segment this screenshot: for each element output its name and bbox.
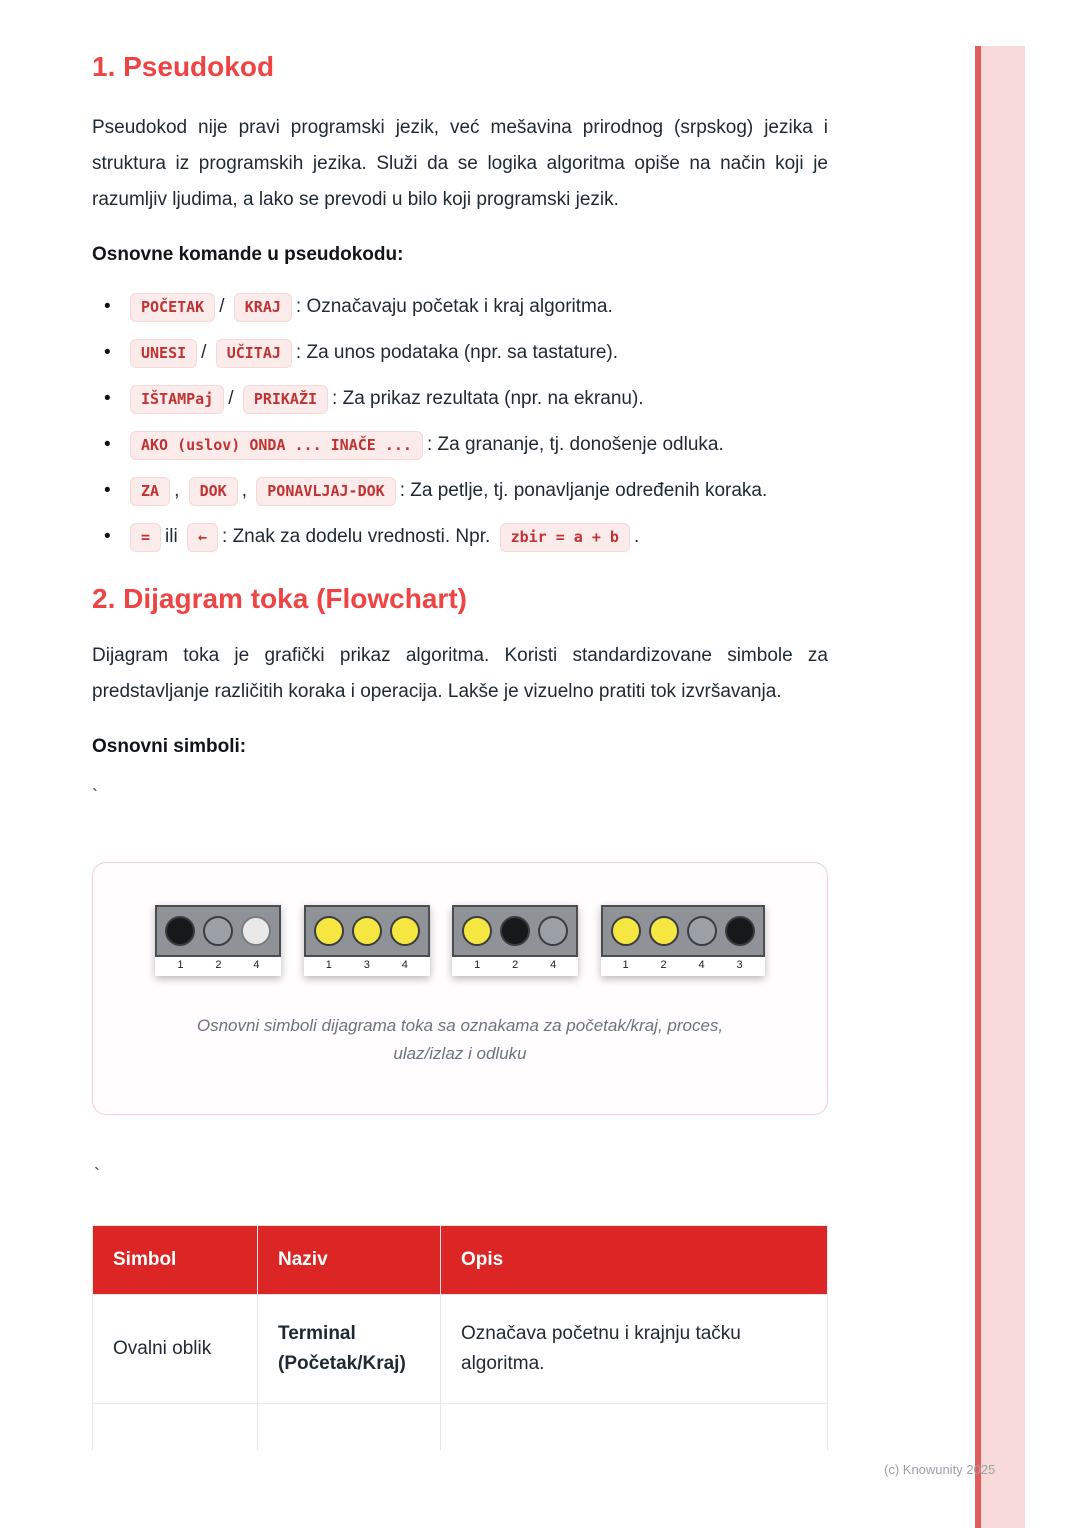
figure-caption-line2: ulaz/izlaz i odluku [393, 1044, 527, 1063]
panel-box [601, 905, 765, 957]
black-circle-icon [725, 916, 755, 946]
bullet-icon: • [104, 480, 111, 501]
code-chip: POČETAK [130, 293, 215, 322]
command-list [92, 292, 828, 554]
figure-panel [304, 905, 430, 976]
panel-label: 4 [401, 959, 408, 971]
command-text: : Za unos podataka (npr. sa tastature). [295, 342, 619, 363]
footer-credit: (c) Knowunity 2025 [884, 1462, 996, 1477]
bullet-icon: • [104, 434, 111, 455]
section2-paragraph: Dijagram toka je grafički prikaz algoritma. Koristi standardizovane simbole za predstavljanje različitih koraka i operacija. Lakše je vizuelno pratiti tok izvršavanja. [92, 645, 828, 702]
bullet-icon: • [104, 342, 111, 363]
command-item [92, 384, 828, 416]
command-text: , [174, 480, 185, 501]
command-item [92, 522, 828, 554]
black-circle-icon [165, 916, 195, 946]
table-header-simbol: Simbol [93, 1226, 258, 1295]
command-text: : Znak za dodelu vrednosti. Npr. [222, 526, 496, 547]
gray-circle-icon [538, 916, 568, 946]
gray-circle-icon [203, 916, 233, 946]
cell-simbol: Ovalni oblik [93, 1295, 258, 1404]
command-text: : Označavaju početak i kraj algoritma. [295, 296, 613, 317]
figure-panels-row [133, 905, 787, 976]
figure-card [92, 862, 828, 1115]
table-row-partial [93, 1404, 828, 1450]
yellow-circle-icon [462, 916, 492, 946]
yellow-circle-icon [352, 916, 382, 946]
code-chip: PRIKAŽI [243, 385, 328, 414]
command-text: : Za grananje, tj. donošenje odluka. [426, 434, 724, 455]
panel-labels [304, 957, 430, 974]
panel-label: 3 [736, 959, 743, 971]
yellow-circle-icon [649, 916, 679, 946]
panel-labels [452, 957, 578, 974]
panel-label: 2 [660, 959, 667, 971]
panel-box [304, 905, 430, 957]
symbols-table [92, 1225, 828, 1450]
table-header-row [93, 1226, 828, 1295]
table-header-opis: Opis [441, 1226, 828, 1295]
figure-panel [155, 905, 281, 976]
panel-box [155, 905, 281, 957]
command-text: / [228, 388, 239, 409]
code-chip: AKO (uslov) ONDA ... INAČE ... [130, 431, 423, 460]
section2-subheading: Osnovni simboli: [92, 736, 247, 757]
panel-box [452, 905, 578, 957]
panel-labels [155, 957, 281, 974]
command-text: : Za petlje, tj. ponavljanje određenih koraka. [399, 480, 768, 501]
stray-backtick-1: ` [92, 786, 98, 806]
table-row [93, 1295, 828, 1404]
panel-label: 2 [512, 959, 519, 971]
figure-panel [452, 905, 578, 976]
command-item [92, 476, 828, 508]
panel-label: 3 [363, 959, 370, 971]
cell-naziv [258, 1295, 441, 1404]
command-text: . [633, 526, 640, 547]
bullet-icon: • [104, 296, 111, 317]
yellow-circle-icon [390, 916, 420, 946]
code-chip: = [130, 523, 161, 552]
figure-caption [133, 1012, 787, 1068]
panel-label: 1 [622, 959, 629, 971]
white-circle-icon [241, 916, 271, 946]
bullet-icon: • [104, 388, 111, 409]
table-header-naziv: Naziv [258, 1226, 441, 1295]
right-accent-line [975, 46, 981, 1528]
cell-naziv-line1: Terminal [278, 1323, 356, 1344]
command-item [92, 430, 828, 462]
panel-label: 4 [550, 959, 557, 971]
command-text: / [219, 296, 230, 317]
gray-circle-icon [687, 916, 717, 946]
cell-naziv-line2: (Početak/Kraj) [278, 1353, 406, 1374]
cell-opis: Označava početnu i krajnju tačku algoritma. [441, 1295, 828, 1404]
stray-backtick-2: ` [94, 1165, 100, 1185]
command-text: : Za prikaz rezultata (npr. na ekranu). [332, 388, 644, 409]
figure-panel [601, 905, 765, 976]
command-text: / [201, 342, 212, 363]
code-chip: zbir = a + b [500, 523, 630, 552]
panel-label: 1 [177, 959, 184, 971]
command-item [92, 292, 828, 324]
panel-label: 4 [253, 959, 260, 971]
code-chip: ZA [130, 477, 170, 506]
section2-title: 2. Dijagram toka (Flowchart) [92, 583, 467, 614]
page-content [92, 0, 828, 1450]
code-chip: IŠTAMPaj [130, 385, 224, 414]
code-chip: DOK [189, 477, 238, 506]
command-text: ili [165, 526, 183, 547]
yellow-circle-icon [611, 916, 641, 946]
command-text: , [241, 480, 253, 501]
code-chip: UNESI [130, 339, 197, 368]
panel-label: 4 [698, 959, 705, 971]
command-item [92, 338, 828, 370]
bullet-icon: • [104, 526, 111, 547]
yellow-circle-icon [314, 916, 344, 946]
code-chip: ← [187, 523, 218, 552]
code-chip: UČITAJ [216, 339, 292, 368]
code-chip: PONAVLJAJ-DOK [256, 477, 395, 506]
right-accent-band [981, 46, 1025, 1528]
section1-paragraph: Pseudokod nije pravi programski jezik, već mešavina prirodnog (srpskog) jezika i struktura iz programskih jezika. Služi da se logika algoritma opiše na način koji je razumljiv ljudima, a lako se prevodi u bilo koji programski jezik. [92, 117, 828, 210]
figure-caption-line1: Osnovni simboli dijagrama toka sa oznakama za početak/kraj, proces, [196, 1016, 724, 1035]
panel-label: 2 [215, 959, 222, 971]
section1-title: 1. Pseudokod [92, 51, 275, 82]
black-circle-icon [500, 916, 530, 946]
panel-label: 1 [474, 959, 481, 971]
panel-labels [601, 957, 765, 974]
panel-label: 1 [325, 959, 332, 971]
code-chip: KRAJ [234, 293, 292, 322]
section1-subheading: Osnovne komande u pseudokodu: [92, 244, 404, 265]
